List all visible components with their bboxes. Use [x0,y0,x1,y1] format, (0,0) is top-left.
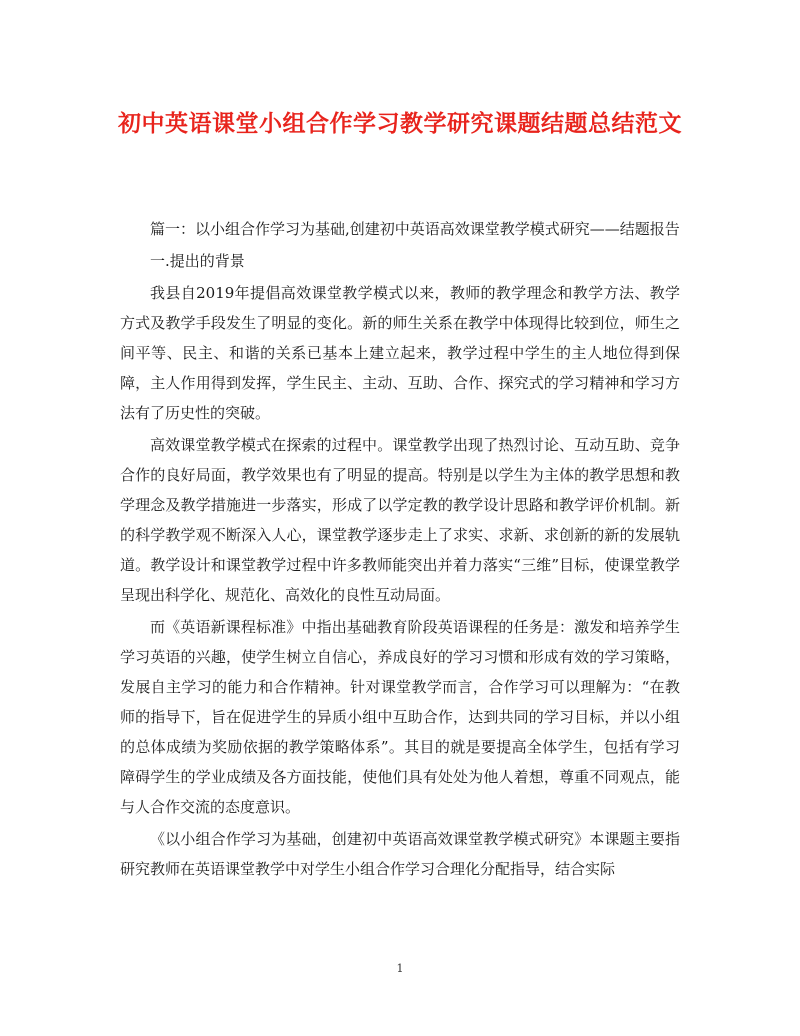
body-paragraph: 《以小组合作学习为基础，创建初中英语高效课堂教学模式研究》本课题主要指研究教师在英语课堂教学中对学生小组合作学习合理化分配指导，结合实际 [120,830,680,878]
subsection-heading: 一.提出的背景 [150,252,245,270]
body-paragraph: 我县自2019年提倡高效课堂教学模式以来，教师的教学理念和教学方法、教学方式及教学手段发生了明显的变化。新的师生关系在教学中体现得比较到位，师生之间平等、民主、和谐的关系已基本上建立起来，教学过程中学生的主人地位得到保障，主人作用得到发挥，学生民主、主动、互助、合作、探究式的学习精神和学习方法有了历史性的突破。 [120,284,680,422]
body-paragraph: 而《英语新课程标准》中指出基础教育阶段英语课程的任务是：激发和培养学生学习英语的兴趣，使学生树立自信心，养成良好的学习习惯和形成有效的学习策略，发展自主学习的能力和合作精神。针对课堂教学而言，合作学习可以理解为：“在教师的指导下，旨在促进学生的异质小组中互助合作，达到共同的学习目标，并以小组的总体成绩为奖励依据的教学策略体系”。其目的就是要提高全体学生，包括有学习障碍学生的学业成绩及各方面技能，使他们具有处处为他人着想，尊重不同观点，能与人合作交流的态度意识。 [120,618,680,816]
section-heading-paragraph: 篇一：以小组合作学习为基础,创建初中英语高效课堂教学模式研究——结题报告 [150,220,680,238]
body-paragraph: 高效课堂教学模式在探索的过程中。课堂教学出现了热烈讨论、互动互助、竞争合作的良好局面，教学效果也有了明显的提高。特别是以学生为主体的教学思想和教学理念及教学措施进一步落实，形成了以学定教的教学设计思路和教学评价机制。新的科学教学观不断深入人心，课堂教学逐步走上了求实、求新、求创新的新的发展轨道。教学设计和课堂教学过程中许多教师能突出并着力落实“三维”目标，使课堂教学呈现出科学化、规范化、高效化的良性互动局面。 [120,436,680,604]
document-title: 初中英语课堂小组合作学习教学研究课题结题总结范文 [118,110,682,137]
document-body [120,214,680,886]
page-number: 1 [396,962,404,975]
